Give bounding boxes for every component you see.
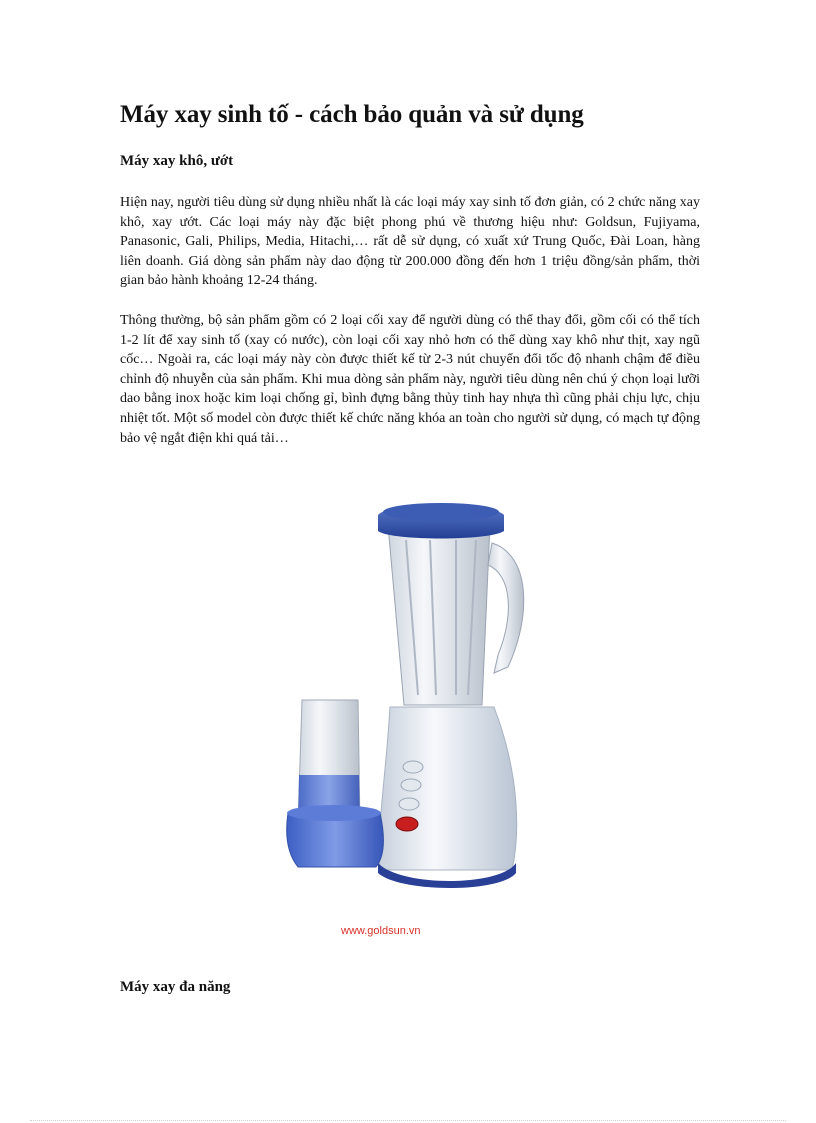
image-caption-url: www.goldsun.vn: [341, 925, 421, 937]
pulse-button-red: [396, 817, 418, 831]
paragraph-details: Thông thường, bộ sản phẩm gồm có 2 loại cối xay để người dùng có thể thay đổi, gồm cối có thể tích 1-2 lít để xay sinh tố (xay có nước), còn loại cối xay nhỏ hơn có thể dùng xay khô như thịt, xay ngũ cốc… Ngoài ra, các loại máy này còn được thiết kế từ 2-3 nút chuyển đổi tốc độ nhanh chậm để điều chỉnh độ nhuyễn của sản phẩm. Khi mua dòng sản phẩm này, người tiêu dùng nên chú ý chọn loại lưỡi dao bằng inox hoặc kim loại chống gỉ, bình đựng bằng thủy tinh hay nhựa thì cũng phải chịu lực, chịu nhiệt tốt. Một số model còn được thiết kế chức năng khóa an toàn cho người sử dụng, có mạch tự động bảo vệ ngắt điện khi quá tải…: [120, 313, 700, 446]
paragraph-intro: Hiện nay, người tiêu dùng sử dụng nhiều nhất là các loại máy xay sinh tố đơn giản, có 2 chức năng xay khô, xay ướt. Các loại máy này đặc biệt phong phú về thương hiệu như: Goldsun, Fujiyama, Panasonic, Gali, Philips, Media, Hitachi,… rất dễ sử dụng, có xuất xứ Trung Quốc, Đài Loan, hàng liên doanh. Giá dòng sản phẩm này dao động từ 200.000 đồng đến hơn 1 triệu đồng/sản phẩm, thời gian bảo hành khoảng 12-24 tháng.: [120, 195, 700, 289]
speed-button-3: [399, 798, 419, 810]
mill-base: [287, 813, 384, 867]
section-heading-multipurpose: Máy xay đa năng: [120, 979, 231, 995]
page-title: Máy xay sinh tố - cách bảo quản và sử dụng: [120, 101, 584, 128]
blender-illustration: [280, 495, 540, 950]
speed-button-2: [401, 779, 421, 791]
page-bottom-divider: [30, 1120, 786, 1121]
blender-base: [379, 707, 517, 870]
blender-product-image: [280, 495, 540, 950]
speed-button-1: [403, 761, 423, 773]
section-heading-dry-wet: Máy xay khô, ướt: [120, 153, 234, 169]
jug-handle: [488, 543, 524, 673]
